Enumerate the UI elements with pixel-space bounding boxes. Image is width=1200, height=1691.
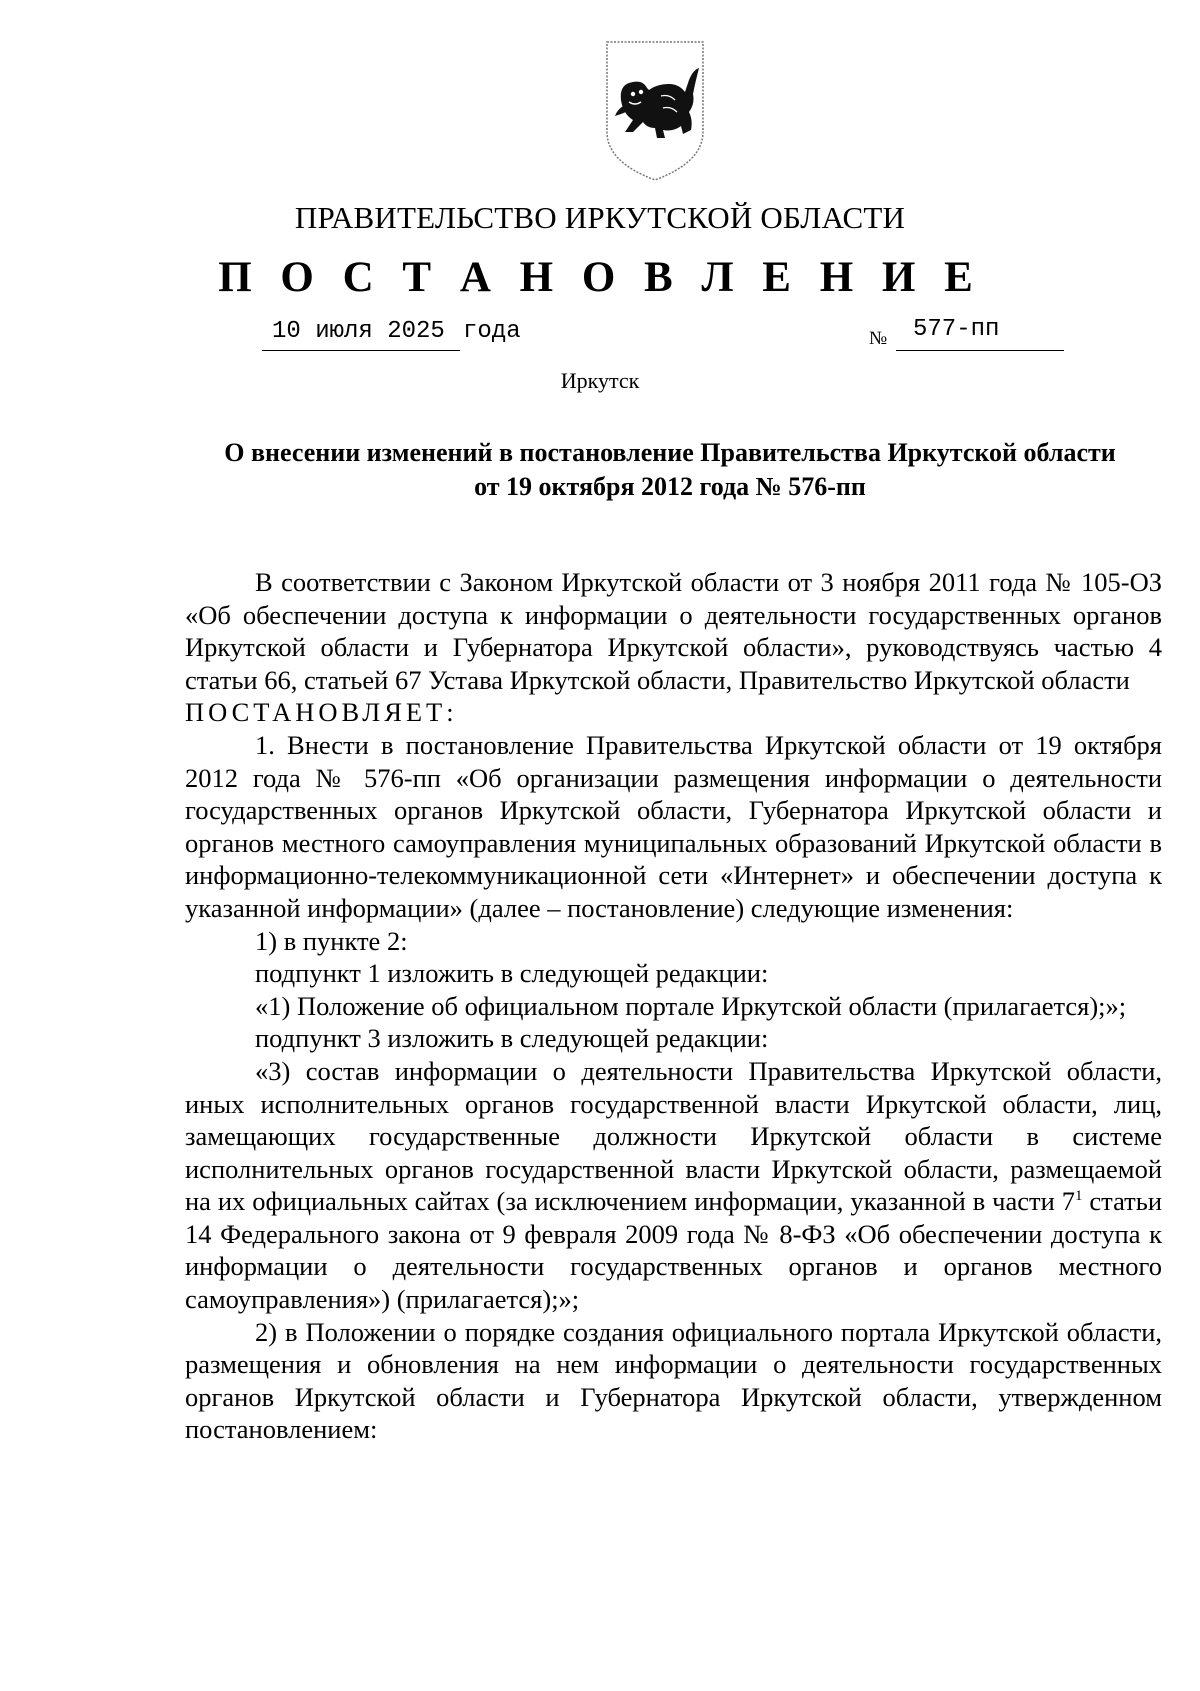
subitem-2-paragraph: 2) в Положении о порядке создания официального портала Иркутской области, размещения и обновления на нем информации о деятельности государственных органов Иркутской области и Губернатора Иркутской области, утвержденном постановлением: (185, 1316, 1162, 1445)
subitem-3-text-part-b: статьи 14 Федерального закона от 9 февраля 2009 года № 8-ФЗ «Об обеспечении доступа к информации о деятельности государственных органов и органов местного самоуправления») (прилагается);»; (185, 1186, 1162, 1315)
document-body (185, 566, 1162, 1446)
date-suffix: года (463, 318, 521, 345)
document-number: 577-пп (913, 316, 1000, 343)
number-sign: № (869, 328, 888, 349)
subitem-1-text: «1) Положение об официальном портале Иркутской области (прилагается);»; (255, 990, 1127, 1021)
government-name: ПРАВИТЕЛЬСТВО ИРКУТСКОЙ ОБЛАСТИ (294, 200, 906, 235)
superscript-marker: 1 (1074, 1188, 1083, 1205)
subitem-1-paragraph: 1) в пункте 2: (255, 925, 408, 956)
date-value: 10 июля 2025 (272, 318, 445, 345)
document-type-title: П О С Т А Н О В Л Е Н И Е (218, 254, 982, 301)
document-subject (180, 436, 1160, 504)
subitem-1-intro: подпункт 1 изложить в следующей редакции: (255, 958, 769, 989)
city-name: Иркутск (560, 368, 640, 393)
subitem-3-intro: подпункт 3 изложить в следующей редакции: (255, 1023, 769, 1054)
subject-line-1: О внесении изменений в постановление Правительства Иркутской области (224, 438, 1116, 467)
irkutsk-coat-of-arms-emblem (603, 40, 707, 182)
resolves-heading: ПОСТАНОВЛЯЕТ: (185, 697, 458, 728)
subitem-3-text (185, 1055, 1162, 1316)
item-1-paragraph: 1. Внести в постановление Правительства Иркутской области от 19 октября 2012 года № 576-пп «Об организации размещения информации о деятельности государственных органов Иркутской области, Губернатора Иркутской области и органов местного самоуправления муниципальных образований Иркутской области в информационно-телекоммуникационной сети «Интернет» и обеспечении доступа к указанной информации» (далее – постановление) следующие изменения: (185, 729, 1162, 923)
subitem-3-text-part-a: «3) состав информации о деятельности Правительства Иркутской области, иных исполнительных органов государственной власти Иркутской области, лиц, замещающих государственные должности Иркутской области в системе исполнительных органов государственной власти Иркутской области, размещаемой на их официальных сайтах (за исключением информации, указанной в части 7 (185, 1055, 1162, 1217)
preamble-paragraph: В соответствии с Законом Иркутской области от 3 ноября 2011 года № 105-ОЗ «Об обеспечении доступа к информации о деятельности государственных органов Иркутской области и Губернатора Иркутской области», руководствуясь частью 4 статьи 66, статьей 67 Устава Иркутской области, Правительство Иркутской области (185, 567, 1162, 695)
subject-line-2: от 19 октября 2012 года № 576-пп (474, 472, 866, 501)
